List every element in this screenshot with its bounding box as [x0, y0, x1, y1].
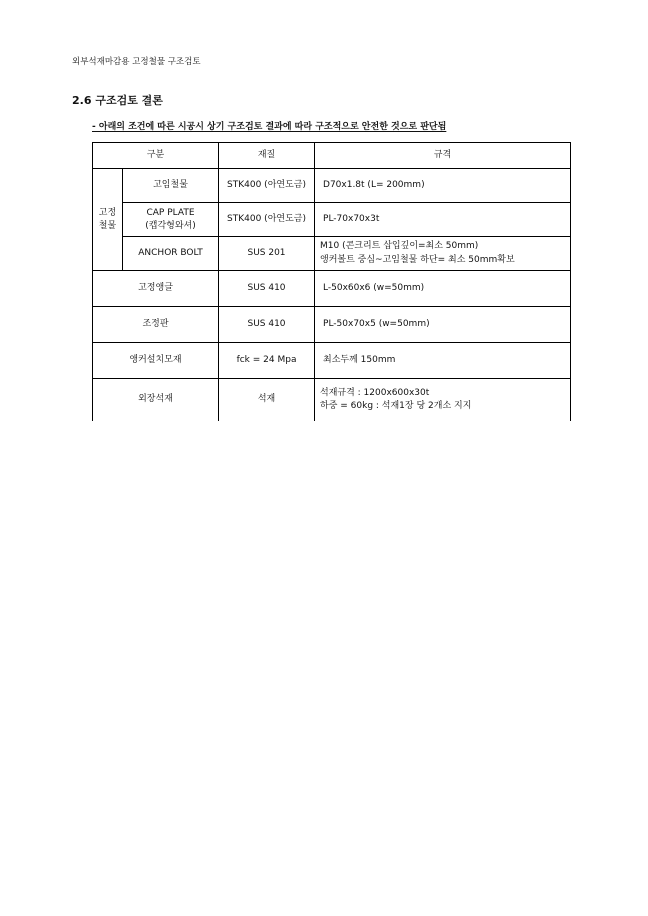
table-header-row: [93, 143, 571, 169]
table-row: [93, 203, 571, 237]
group-label-line2: 철물: [98, 220, 117, 231]
table-row: [93, 379, 571, 421]
row-spec: [315, 237, 571, 271]
row-spec: PL-70x70x3t: [315, 203, 571, 237]
table-row: [93, 237, 571, 271]
section-title: 2.6 구조검토 결론: [72, 94, 163, 107]
document-header: 외부석재마감용 고정철물 구조검토: [72, 57, 201, 67]
row-material: STK400 (아연도금): [219, 169, 315, 203]
row-spec: [315, 379, 571, 421]
spec-table: [92, 142, 571, 421]
row-name-line2: (캡각형와셔): [145, 220, 196, 231]
row-material: 석재: [219, 379, 315, 421]
row-name: 외장석재: [93, 379, 219, 421]
row-material: SUS 201: [219, 237, 315, 271]
section-subtitle: - 아래의 조건에 따른 시공시 상기 구조검토 결과에 따라 구조적으로 안전한 것으로 판단됨: [92, 122, 447, 132]
row-material: fck = 24 Mpa: [219, 343, 315, 379]
row-material: STK400 (아연도금): [219, 203, 315, 237]
row-spec-line1: 석재규격 : 1200x600x30t: [320, 387, 430, 398]
table-row: [93, 169, 571, 203]
row-spec-line1: M10 (콘크리트 삽입깊이=최소 50mm): [320, 241, 479, 252]
group-label: [93, 169, 123, 271]
row-name: 고정앵글: [93, 271, 219, 307]
row-spec: D70x1.8t (L= 200mm): [315, 169, 571, 203]
row-spec: 최소두께 150mm: [315, 343, 571, 379]
row-name: 조정판: [93, 307, 219, 343]
row-material: SUS 410: [219, 307, 315, 343]
row-name: 고임철물: [123, 169, 219, 203]
row-name: ANCHOR BOLT: [123, 237, 219, 271]
row-material: SUS 410: [219, 271, 315, 307]
row-spec: PL-50x70x5 (w=50mm): [315, 307, 571, 343]
row-name: [123, 203, 219, 237]
row-spec: L-50x60x6 (w=50mm): [315, 271, 571, 307]
table-row: [93, 343, 571, 379]
row-spec-line2: 앵커볼트 중심~고임철물 하단= 최소 50mm확보: [320, 254, 515, 265]
header-category: 구분: [93, 143, 219, 169]
row-spec-line2: 하중 = 60kg : 석재1장 당 2개소 지지: [320, 400, 472, 411]
group-label-line1: 고정: [98, 207, 117, 218]
table-row: [93, 271, 571, 307]
row-name-line1: CAP PLATE: [146, 207, 195, 218]
row-name: 앵커설치모재: [93, 343, 219, 379]
table-row: [93, 307, 571, 343]
header-material: 재질: [219, 143, 315, 169]
header-spec: 규격: [315, 143, 571, 169]
